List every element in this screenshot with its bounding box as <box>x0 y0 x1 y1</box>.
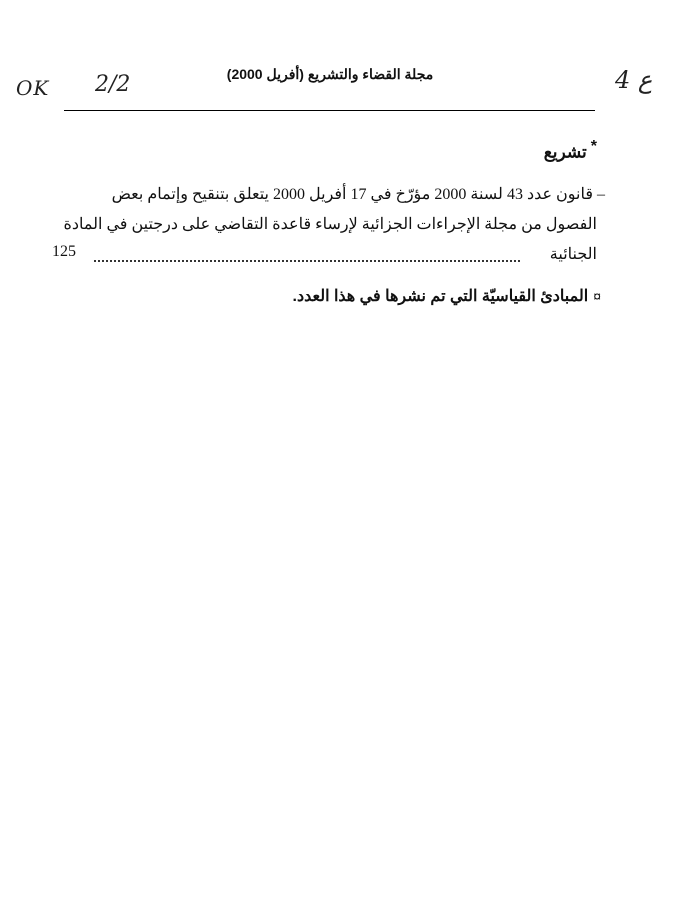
header-divider <box>64 110 595 111</box>
toc-entry-line-3: الجنائية <box>549 246 597 263</box>
toc-entry-line-1: – قانون عدد 43 لسنة 2000 مؤرّخ في 17 أفريل 2000 يتعلق بتنقيح وإتمام بعض <box>111 186 605 203</box>
bullet-star-icon: * <box>590 138 597 155</box>
standard-principles-note <box>293 286 602 306</box>
journal-header-title: مجلة القضاء والتشريع (أفريل 2000) <box>226 66 434 82</box>
handwritten-ok-note: OK <box>16 76 50 100</box>
toc-leader-dots <box>94 260 520 262</box>
handwritten-corner-note: 4 ع <box>615 66 653 94</box>
currency-mark-icon: ¤ <box>593 288 601 304</box>
section-heading <box>544 138 597 163</box>
toc-page-number: 125 <box>52 243 76 260</box>
handwritten-fraction-note: 2/2 <box>95 72 131 97</box>
section-heading-label: تشريع <box>543 142 587 162</box>
toc-entry-line-2: الفصول من مجلة الإجراءات الجزائية لإرساء قاعدة التقاضي على درجتين في المادة <box>63 216 597 233</box>
note-text: المبادئ القياسيّة التي تم نشرها في هذا العدد. <box>292 288 589 305</box>
